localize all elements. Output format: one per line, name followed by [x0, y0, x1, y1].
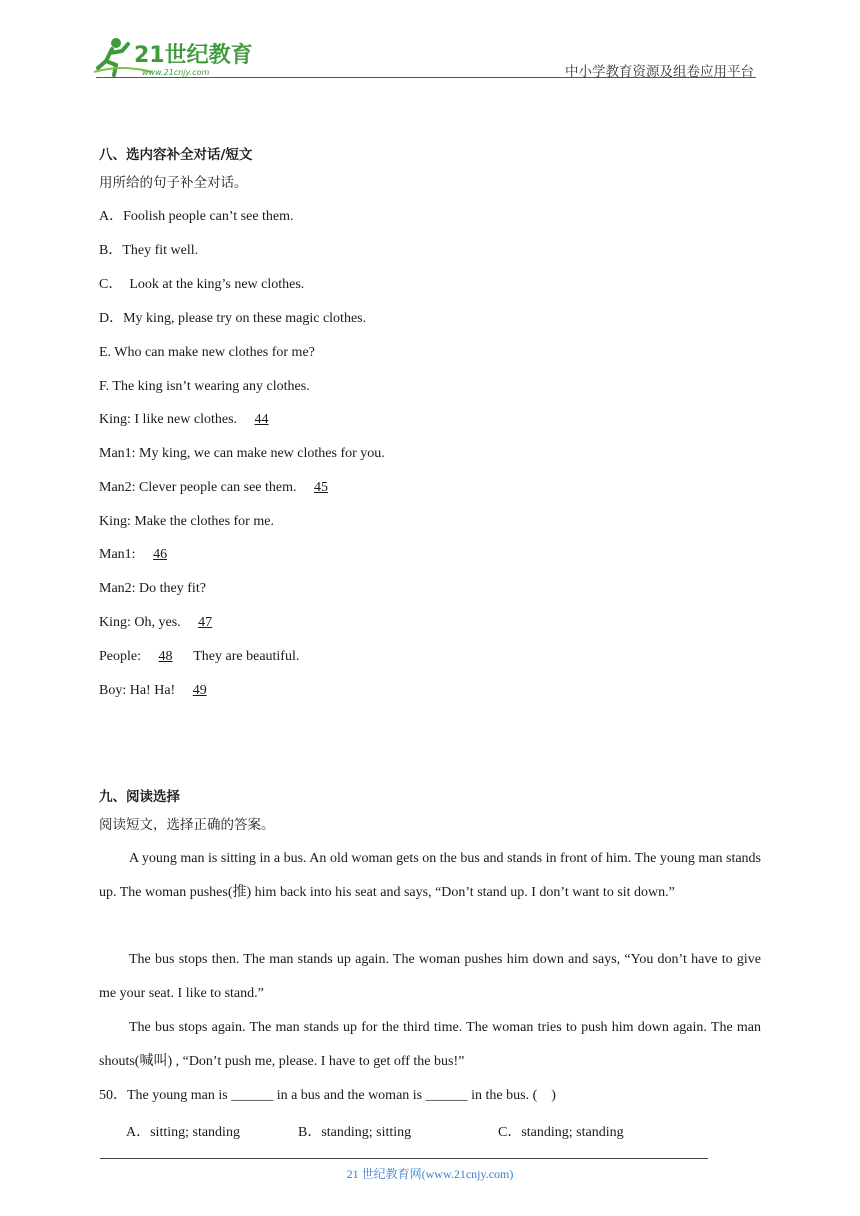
- section8-instruction: 用所给的句子补全对话。: [99, 175, 248, 191]
- footer-link[interactable]: 21 世纪教育网(www.21cnjy.com): [346, 1167, 514, 1181]
- choice-a[interactable]: A．sitting; standing: [126, 1125, 240, 1140]
- blank-47[interactable]: 47: [198, 615, 213, 630]
- dialogue-line-45: Man2: Clever people can see them. 45: [99, 480, 328, 495]
- dialogue-line: King: Make the clothes for me.: [99, 514, 274, 529]
- section8-title: 八、选内容补全对话/短文: [99, 147, 253, 163]
- blank-44[interactable]: 44: [254, 412, 269, 427]
- dialogue-line-47: King: Oh, yes. 47: [99, 615, 213, 630]
- question-50: 50．The young man is ______ in a bus and the woman is ______ in the bus. ( ): [99, 1088, 556, 1103]
- option-f: F. The king isn’t wearing any clothes.: [99, 379, 310, 394]
- choice-c[interactable]: C．standing; standing: [498, 1125, 624, 1140]
- passage-paragraph-3: The bus stops again. The man stands up for the third time. The woman tries to push him down again. The man shouts(喊叫) , “Don’t push me, please. I have to get off the bus!”: [99, 1020, 761, 1069]
- section9-instruction: 阅读短文，选择正确的答案。: [99, 817, 275, 833]
- passage-paragraph-2: The bus stops then. The man stands up again. The woman pushes him down and says, “You don’t have to give me your seat. I like to stand.”: [99, 952, 761, 1001]
- passage-paragraph-1: A young man is sitting in a bus. An old woman gets on the bus and stands in front of him. The young man stands up. The woman pushes(推) him back into his seat and says, “Don’t stand up. I don’t want to sit down.”: [99, 851, 761, 900]
- logo-url: www.21cnjy.com: [142, 68, 210, 77]
- option-e: E. Who can make new clothes for me?: [99, 345, 315, 360]
- dialogue-line: Man1: My king, we can make new clothes for you.: [99, 446, 385, 461]
- option-c: C． Look at the king’s new clothes.: [99, 277, 305, 292]
- blank-48[interactable]: 48: [158, 649, 173, 664]
- dialogue-line-44: King: I like new clothes. 44: [99, 412, 269, 427]
- logo-runner-icon: [92, 34, 262, 78]
- dialogue-line-49: Boy: Ha! Ha! 49: [99, 683, 207, 698]
- header-divider: [96, 77, 756, 78]
- blank-45[interactable]: 45: [313, 480, 328, 495]
- option-b: B．They fit well.: [99, 243, 199, 258]
- logo: [92, 34, 262, 78]
- section9-title: 九、阅读选择: [99, 789, 180, 805]
- footer-divider: [100, 1158, 708, 1159]
- blank-46[interactable]: 46: [153, 547, 168, 562]
- blank-49[interactable]: 49: [192, 683, 207, 698]
- dialogue-line-46: Man1: 46: [99, 547, 168, 562]
- option-a: A．Foolish people can’t see them.: [99, 209, 294, 224]
- logo-text: 21世纪教育: [134, 43, 253, 68]
- choice-b[interactable]: B．standing; sitting: [298, 1125, 412, 1140]
- option-d: D．My king, please try on these magic clothes.: [99, 311, 367, 326]
- dialogue-line: Man2: Do they fit?: [99, 581, 206, 596]
- header-tagline: 中小学教育资源及组卷应用平台: [565, 64, 754, 80]
- dialogue-line-48: People: 48 They are beautiful.: [99, 649, 300, 664]
